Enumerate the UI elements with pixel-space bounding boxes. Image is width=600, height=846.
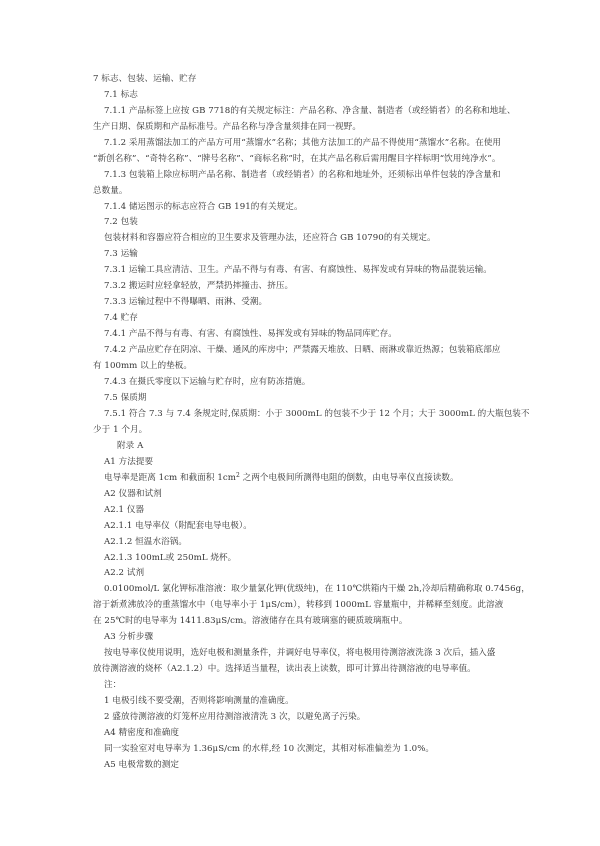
section-a5-heading: A5 电极常数的测定 bbox=[104, 760, 180, 770]
section-7-5-heading: 7.5 保质期 bbox=[104, 393, 147, 403]
section-a2-1-heading: A2.1 仪器 bbox=[104, 505, 145, 515]
para-7-1-1-line1: 7.1.1 产品标签上应按 GB 7718的有关规定标注：产品名称、净含量、制造者（或经销者）的名称和地址、 bbox=[104, 106, 516, 116]
para-7-5-1-line1: 7.5.1 符合 7.3 与 7.4 条规定时,保质期：小于 3000mL 的包装不少于 12 个月；大于 3000mL 的大瓶包装不 bbox=[104, 409, 530, 419]
para-a3-line2: 放待测溶液的烧杯（A2.1.2）中。选择适当量程，读出表上读数，即可计算出待测溶液的电导率值。 bbox=[93, 664, 476, 674]
section-a2-heading: A2 仪器和试剂 bbox=[104, 489, 162, 499]
para-a2-1-2: A2.1.2 恒温水浴锅。 bbox=[104, 537, 188, 547]
para-a2-2-line2: 溶于新煮沸放冷的重蒸馏水中（电导率小于 1μS/cm），转移到 1000mL 容量瓶中，并稀释至刻度。此溶液 bbox=[93, 600, 504, 610]
section-a2-2-heading: A2.2 试剂 bbox=[104, 568, 145, 578]
section-a1-heading: A1 方法提要 bbox=[104, 457, 154, 467]
section-7-2-heading: 7.2 包装 bbox=[104, 217, 138, 227]
para-a2-1-1: A2.1.1 电导率仪（附配套电导电极）。 bbox=[104, 521, 252, 531]
para-a1-text-post: 之两个电极间所测得电阻的倒数，由电导率仪直接读数。 bbox=[239, 473, 459, 483]
para-a1 bbox=[104, 472, 459, 484]
para-a2-2-line1: 0.0100mol/L 氯化钾标准溶液：取少量氯化钾(优级纯)，在 110℃烘箱内干燥 2h,冷却后精确称取 0.7456g， bbox=[104, 584, 530, 594]
para-a2-1-3: A2.1.3 100mL或 250mL 烧杯。 bbox=[104, 553, 237, 563]
para-7-4-2-line1: 7.4.2 产品应贮存在阴凉、干燥、通风的库房中；严禁露天堆放、日晒、雨淋或靠近热源；包装箱底部应 bbox=[104, 345, 501, 355]
note-item-1: 1 电极引线不要受潮，否则将影响测量的准确度。 bbox=[104, 696, 294, 706]
para-7-1-2-line1: 7.1.2 采用蒸馏法加工的产品方可用“蒸馏水”名称；其他方法加工的产品不得使用“蒸馏水”名称。在使用 bbox=[104, 138, 502, 148]
section-a4-heading: A4 精密度和准确度 bbox=[104, 728, 180, 738]
para-7-1-1-line2: 生产日期、保质期和产品标准号。产品名称与净含量须排在同一视野。 bbox=[93, 122, 361, 132]
para-a2-2-line3: 在 25℃时的电导率为 1411.83μS/cm。溶液储存在具有玻璃塞的硬质玻璃瓶中。 bbox=[93, 616, 408, 626]
para-7-5-1-line2: 少于 1 个月。 bbox=[93, 425, 148, 435]
para-7-3-1: 7.3.1 运输工具应清洁、卫生。产品不得与有毒、有害、有腐蚀性、易挥发或有异味的物品混装运输。 bbox=[104, 265, 492, 275]
section-7-heading: 7 标志、包装、运输、贮存 bbox=[93, 74, 197, 84]
para-7-3-2: 7.3.2 搬运时应轻拿轻放，严禁扔摔撞击、挤压。 bbox=[104, 281, 294, 291]
para-7-2: 包装材料和容器应符合相应的卫生要求及管理办法，还应符合 GB 10790的有关规定。 bbox=[104, 233, 436, 243]
para-7-1-4: 7.1.4 储运图示的标志应符合 GB 191的有关规定。 bbox=[104, 202, 303, 212]
note-heading: 注： bbox=[104, 680, 122, 690]
para-7-1-3-line2: 总数量。 bbox=[93, 186, 128, 196]
para-7-4-1: 7.4.1 产品不得与有毒、有害、有腐蚀性、易挥发或有异味的物品同库贮存。 bbox=[104, 329, 397, 339]
para-7-1-2-line2: “新创名称”、“奇特名称”、“牌号名称”、“商标名称”时，在其产品名称后需用醒目字样标明“饮用纯净水”。 bbox=[93, 154, 501, 164]
note-item-2: 2 盛放待测溶液的灯笼杯应用待测溶液清洗 3 次，以避免离子污染。 bbox=[104, 712, 366, 722]
para-7-3-3: 7.3.3 运输过程中不得曝晒、雨淋、受潮。 bbox=[104, 297, 268, 307]
para-a4: 同一实验室对电导率为 1.36μS/cm 的水样,经 10 次测定，其相对标准偏差为 1.0%。 bbox=[104, 744, 435, 754]
appendix-a-heading: 附录 A bbox=[117, 441, 144, 451]
section-7-4-heading: 7.4 贮存 bbox=[104, 313, 138, 323]
para-7-1-3-line1: 7.1.3 包装箱上除应标明产品名称、制造者（或经销者）的名称和地址外，还须标出单件包装的净含量和 bbox=[104, 170, 501, 180]
para-7-4-3: 7.4.3 在摄氏零度以下运输与贮存时，应有防冻措施。 bbox=[104, 377, 311, 387]
para-a3-line1: 按电导率仪使用说明，选好电极和测量条件，并调好电导率仪，将电极用待测溶液洗涤 3 次后，插入盛 bbox=[104, 648, 496, 658]
section-7-1-heading: 7.1 标志 bbox=[104, 90, 138, 100]
para-7-4-2-line2: 有 100mm 以上的垫板。 bbox=[93, 361, 193, 371]
para-a1-text-pre: 电导率是距离 1cm 和截面积 1cm bbox=[104, 473, 236, 483]
section-a3-heading: A3 分析步骤 bbox=[104, 632, 154, 642]
superscript-2: 2 bbox=[235, 472, 240, 479]
section-7-3-heading: 7.3 运输 bbox=[104, 249, 138, 259]
